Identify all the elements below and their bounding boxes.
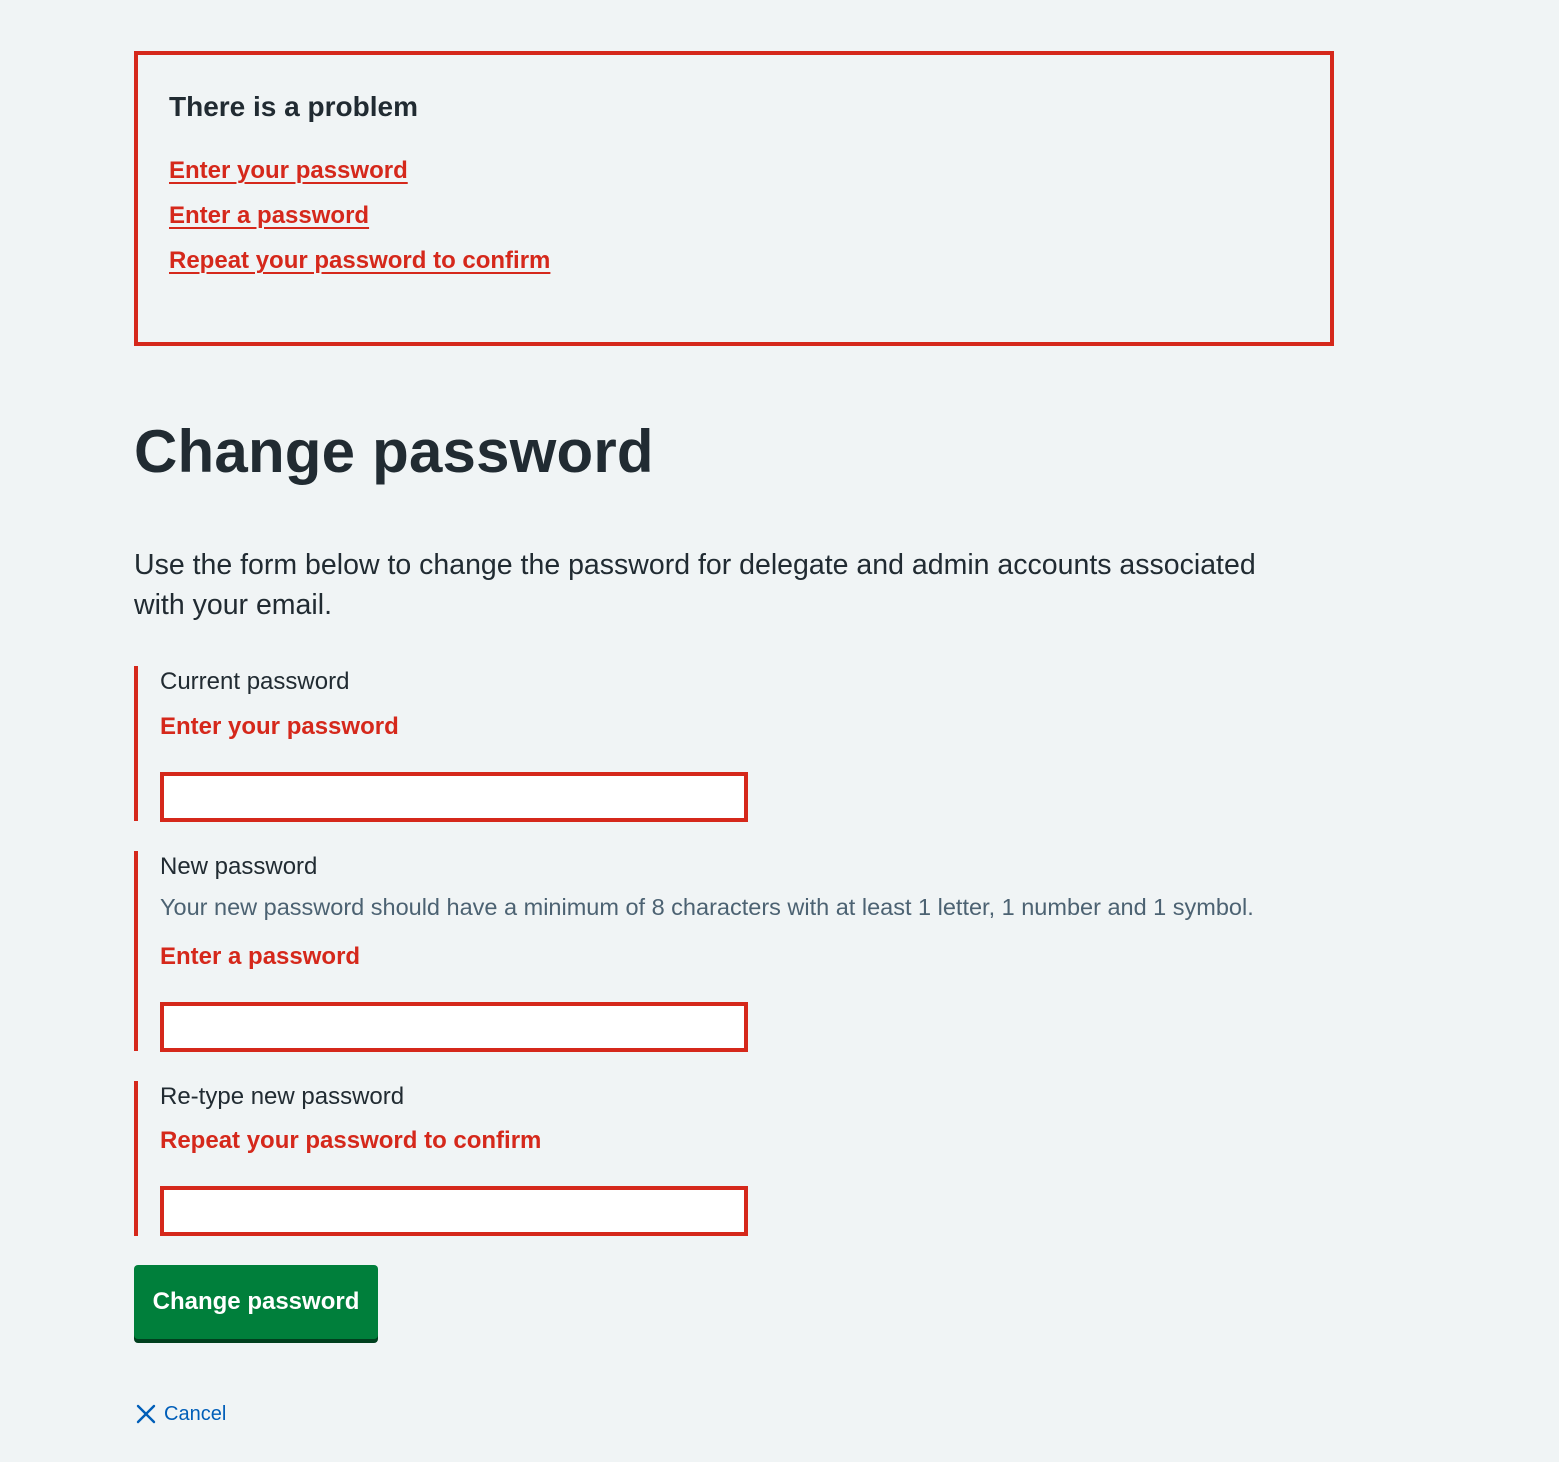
error-link-current-password[interactable]: Enter your password [169, 157, 408, 184]
new-password-error: Enter a password [160, 943, 361, 970]
error-summary-list [169, 155, 1298, 277]
new-password-input[interactable] [160, 1002, 748, 1052]
page-description: Use the form below to change the password for delegate and admin accounts associated with your email. [134, 549, 1256, 621]
error-summary [134, 51, 1334, 346]
page-title: Change password [134, 418, 654, 485]
retype-password-error: Repeat your password to confirm [160, 1127, 542, 1154]
current-password-label: Current password [160, 668, 350, 695]
current-password-input[interactable] [160, 772, 748, 822]
close-icon [134, 1402, 158, 1426]
retype-password-label: Re-type new password [160, 1083, 405, 1110]
cancel-label: Cancel [164, 1403, 227, 1425]
current-password-group [134, 666, 748, 821]
error-link-retype-password[interactable]: Repeat your password to confirm [169, 247, 551, 274]
retype-password-group [134, 1081, 748, 1236]
change-password-button[interactable]: Change password [134, 1265, 378, 1339]
error-summary-title: There is a problem [169, 91, 418, 122]
current-password-error: Enter your password [160, 713, 399, 740]
retype-password-input[interactable] [160, 1186, 748, 1236]
error-summary-item [169, 155, 1298, 187]
error-summary-item [169, 200, 1298, 232]
cancel-link[interactable] [134, 1400, 226, 1428]
error-link-new-password[interactable]: Enter a password [169, 202, 370, 229]
error-summary-item [169, 245, 1298, 277]
new-password-hint: Your new password should have a minimum of 8 characters with at least 1 letter, 1 number and 1 symbol. [160, 894, 1254, 920]
new-password-label: New password [160, 853, 318, 880]
new-password-group [134, 851, 1254, 1051]
